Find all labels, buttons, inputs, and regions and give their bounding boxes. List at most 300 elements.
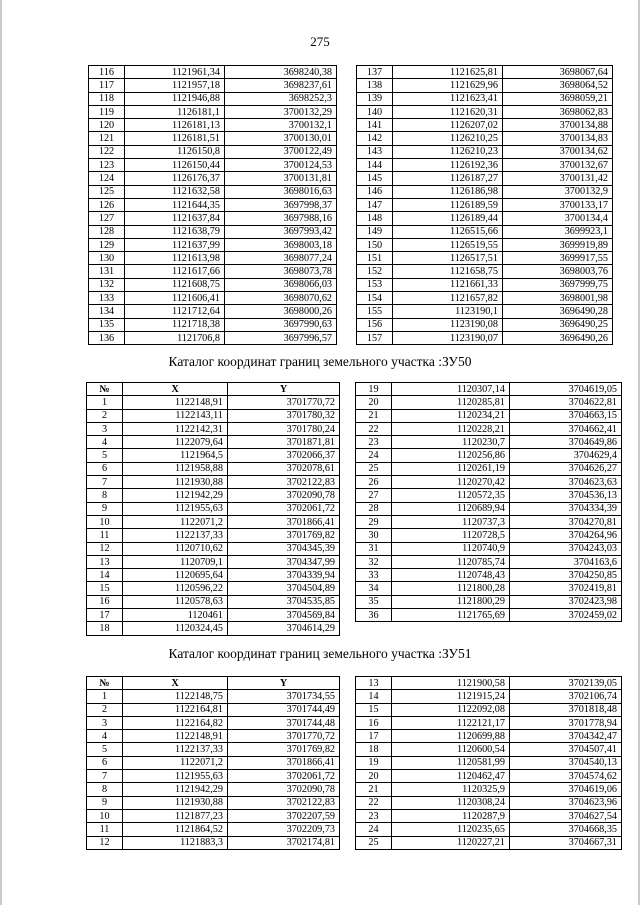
point-number: 35 [356, 595, 392, 608]
y-coordinate: 3702106,74 [510, 690, 622, 703]
table-row [89, 238, 337, 251]
x-coordinate: 1120699,88 [392, 730, 510, 743]
y-coordinate: 3704627,54 [510, 809, 622, 822]
y-coordinate: 3698073,78 [225, 265, 337, 278]
x-coordinate: 1121961,34 [125, 66, 225, 79]
x-coordinate: 1121964,5 [123, 449, 228, 462]
y-coordinate: 3704629,4 [510, 449, 622, 462]
x-coordinate: 1120578,63 [123, 595, 228, 608]
x-coordinate: 1121955,63 [123, 770, 228, 783]
point-number: 12 [87, 542, 123, 555]
y-coordinate: 3697990,63 [225, 318, 337, 331]
y-coordinate: 3698252,3 [225, 92, 337, 105]
point-number: 121 [89, 132, 125, 145]
x-coordinate: 1120596,22 [123, 582, 228, 595]
y-coordinate: 3704243,03 [510, 542, 622, 555]
table-row [356, 677, 622, 690]
y-coordinate: 3704347,99 [228, 555, 340, 568]
y-coordinate: 3704668,35 [510, 823, 622, 836]
point-number: 141 [357, 119, 393, 132]
table-row [356, 796, 622, 809]
table-row [87, 489, 340, 502]
table-row [87, 823, 340, 836]
x-coordinate: 1120689,94 [392, 502, 510, 515]
header-y: Y [228, 383, 340, 396]
point-number: 123 [89, 159, 125, 172]
table-row [357, 252, 613, 265]
y-coordinate: 3701780,24 [228, 422, 340, 435]
y-coordinate: 3700132,9 [503, 185, 613, 198]
x-coordinate: 1121629,96 [393, 79, 503, 92]
y-coordinate: 3704535,85 [228, 595, 340, 608]
y-coordinate: 3702207,59 [228, 809, 340, 822]
x-coordinate: 1122164,81 [123, 703, 228, 716]
point-number: 130 [89, 252, 125, 265]
point-number: 24 [356, 823, 392, 836]
y-coordinate: 3702419,81 [510, 582, 622, 595]
table-row [87, 770, 340, 783]
y-coordinate: 3702061,72 [228, 770, 340, 783]
page-number: 275 [310, 34, 330, 49]
table-header-row [87, 383, 340, 396]
table-row [357, 305, 613, 318]
y-coordinate: 3704270,81 [510, 515, 622, 528]
point-number: 5 [87, 449, 123, 462]
x-coordinate: 1121942,29 [123, 783, 228, 796]
point-number: 143 [357, 145, 393, 158]
x-coordinate: 1120308,24 [392, 796, 510, 809]
y-coordinate: 3700134,4 [503, 212, 613, 225]
y-coordinate: 3702122,83 [228, 476, 340, 489]
point-number: 14 [356, 690, 392, 703]
point-number: 133 [89, 292, 125, 305]
y-coordinate: 3704649,86 [510, 436, 622, 449]
point-number: 122 [89, 145, 125, 158]
point-number: 157 [357, 331, 393, 344]
y-coordinate: 3701778,94 [510, 716, 622, 729]
x-coordinate: 1122071,2 [123, 515, 228, 528]
point-number: 4 [87, 436, 123, 449]
y-coordinate: 3701770,72 [228, 730, 340, 743]
table-row [87, 609, 340, 622]
table-row [356, 502, 622, 515]
x-coordinate: 1122079,64 [123, 436, 228, 449]
catalog-caption-zu51: Каталог координат границ земельного участка :ЗУ51 [168, 646, 472, 661]
x-coordinate: 1121657,82 [393, 292, 503, 305]
table-row [89, 105, 337, 118]
x-coordinate: 1126189,44 [393, 212, 503, 225]
y-coordinate: 3700133,17 [503, 198, 613, 211]
point-number: 142 [357, 132, 393, 145]
x-coordinate: 1121706,8 [125, 331, 225, 344]
table-row [87, 396, 340, 409]
point-number: 7 [87, 770, 123, 783]
y-coordinate: 3698066,03 [225, 278, 337, 291]
table-row [87, 716, 340, 729]
table-row [356, 396, 622, 409]
point-number: 15 [356, 703, 392, 716]
point-number: 151 [357, 252, 393, 265]
table-row [356, 383, 622, 396]
y-coordinate: 3702122,83 [228, 796, 340, 809]
x-coordinate: 1126176,37 [125, 172, 225, 185]
x-coordinate: 1120234,21 [392, 409, 510, 422]
x-coordinate: 1121608,75 [125, 278, 225, 291]
table-row [357, 119, 613, 132]
point-number: 16 [87, 595, 123, 608]
x-coordinate: 1126517,51 [393, 252, 503, 265]
point-number: 11 [87, 823, 123, 836]
table-row [356, 809, 622, 822]
point-number: 30 [356, 529, 392, 542]
x-coordinate: 1121712,64 [125, 305, 225, 318]
table-row [357, 145, 613, 158]
x-coordinate: 1121877,23 [123, 809, 228, 822]
y-coordinate: 3704342,47 [510, 730, 622, 743]
x-coordinate: 1126150,8 [125, 145, 225, 158]
y-coordinate: 3701818,48 [510, 703, 622, 716]
point-number: 22 [356, 796, 392, 809]
x-coordinate: 1121765,69 [392, 609, 510, 622]
x-coordinate: 1120227,21 [392, 836, 510, 849]
point-number: 118 [89, 92, 125, 105]
point-number: 137 [357, 66, 393, 79]
table-row [357, 331, 613, 344]
point-number: 136 [89, 331, 125, 344]
x-coordinate: 1121632,58 [125, 185, 225, 198]
table-row [356, 690, 622, 703]
table-row [87, 569, 340, 582]
x-coordinate: 1122071,2 [123, 756, 228, 769]
y-coordinate: 3700122,49 [225, 145, 337, 158]
x-coordinate: 1126187,27 [393, 172, 503, 185]
table-row [357, 159, 613, 172]
table-row [356, 783, 622, 796]
y-coordinate: 3704619,06 [510, 783, 622, 796]
table-row [356, 422, 622, 435]
y-coordinate: 3696490,26 [503, 331, 613, 344]
x-coordinate: 1120710,62 [123, 542, 228, 555]
point-number: 126 [89, 198, 125, 211]
point-number: 132 [89, 278, 125, 291]
y-coordinate: 3704623,63 [510, 476, 622, 489]
x-coordinate: 1121613,98 [125, 252, 225, 265]
x-coordinate: 1121864,52 [123, 823, 228, 836]
x-coordinate: 1121625,81 [393, 66, 503, 79]
y-coordinate: 3697999,75 [503, 278, 613, 291]
table-row [357, 238, 613, 251]
table-row [89, 305, 337, 318]
x-coordinate: 1121942,29 [123, 489, 228, 502]
y-coordinate: 3700131,81 [225, 172, 337, 185]
point-number: 9 [87, 502, 123, 515]
x-coordinate: 1120572,35 [392, 489, 510, 502]
y-coordinate: 3696490,25 [503, 318, 613, 331]
y-coordinate: 3700132,29 [225, 105, 337, 118]
x-coordinate: 1126186,98 [393, 185, 503, 198]
y-coordinate: 3704614,29 [228, 622, 340, 635]
point-number: 13 [87, 555, 123, 568]
x-coordinate: 1121637,99 [125, 238, 225, 251]
point-number: 20 [356, 770, 392, 783]
x-coordinate: 1121946,88 [125, 92, 225, 105]
point-number: 6 [87, 462, 123, 475]
point-number: 139 [357, 92, 393, 105]
x-coordinate: 1122143,11 [123, 409, 228, 422]
table3-left [86, 676, 340, 850]
table-row [87, 796, 340, 809]
x-coordinate: 1122121,17 [392, 716, 510, 729]
x-coordinate: 1126515,66 [393, 225, 503, 238]
table-row [357, 265, 613, 278]
table-row [87, 529, 340, 542]
table-row [89, 318, 337, 331]
y-coordinate: 3698001,98 [503, 292, 613, 305]
table-row [87, 783, 340, 796]
x-coordinate: 1121800,28 [392, 582, 510, 595]
point-number: 146 [357, 185, 393, 198]
x-coordinate: 1120256,86 [392, 449, 510, 462]
x-coordinate: 1120461 [123, 609, 228, 622]
x-coordinate: 1123190,08 [393, 318, 503, 331]
table-row [357, 79, 613, 92]
table-row [356, 476, 622, 489]
point-number: 17 [87, 609, 123, 622]
x-coordinate: 1121958,88 [123, 462, 228, 475]
y-coordinate: 3696490,28 [503, 305, 613, 318]
x-coordinate: 1121957,18 [125, 79, 225, 92]
y-coordinate: 3702423,98 [510, 595, 622, 608]
point-number: 25 [356, 462, 392, 475]
x-coordinate: 1121637,84 [125, 212, 225, 225]
y-coordinate: 3704345,39 [228, 542, 340, 555]
table-row [87, 730, 340, 743]
point-number: 144 [357, 159, 393, 172]
x-coordinate: 1120230,7 [392, 436, 510, 449]
x-coordinate: 1126181,13 [125, 119, 225, 132]
point-number: 150 [357, 238, 393, 251]
table-row [89, 92, 337, 105]
y-coordinate: 3699917,55 [503, 252, 613, 265]
table1-right [356, 65, 613, 345]
point-number: 149 [357, 225, 393, 238]
y-coordinate: 3704619,05 [510, 383, 622, 396]
y-coordinate: 3704569,84 [228, 609, 340, 622]
table-row [89, 119, 337, 132]
y-coordinate: 3698077,24 [225, 252, 337, 265]
table-row [357, 66, 613, 79]
point-number: 120 [89, 119, 125, 132]
x-coordinate: 1120285,81 [392, 396, 510, 409]
point-number: 9 [87, 796, 123, 809]
y-coordinate: 3702090,78 [228, 783, 340, 796]
table-row [87, 422, 340, 435]
table-row [87, 809, 340, 822]
y-coordinate: 3700124,53 [225, 159, 337, 172]
x-coordinate: 1120325,9 [392, 783, 510, 796]
header-x: X [123, 383, 228, 396]
table-row [89, 265, 337, 278]
table-row [89, 132, 337, 145]
x-coordinate: 1121930,88 [123, 796, 228, 809]
point-number: 129 [89, 238, 125, 251]
table-row [87, 476, 340, 489]
table-row [87, 582, 340, 595]
y-coordinate: 3700132,67 [503, 159, 613, 172]
x-coordinate: 1126210,23 [393, 145, 503, 158]
x-coordinate: 1122148,75 [123, 690, 228, 703]
y-coordinate: 3704574,62 [510, 770, 622, 783]
x-coordinate: 1120235,65 [392, 823, 510, 836]
table-row [357, 172, 613, 185]
table-row [356, 409, 622, 422]
table-header-row [87, 677, 340, 690]
table2-right [355, 382, 622, 622]
y-coordinate: 3704163,6 [510, 555, 622, 568]
x-coordinate: 1120748,43 [392, 569, 510, 582]
x-coordinate: 1120581,99 [392, 756, 510, 769]
x-coordinate: 1123190,07 [393, 331, 503, 344]
x-coordinate: 1126181,1 [125, 105, 225, 118]
y-coordinate: 3704626,27 [510, 462, 622, 475]
table-row [356, 823, 622, 836]
point-number: 29 [356, 515, 392, 528]
table-row [89, 185, 337, 198]
table-row [356, 489, 622, 502]
y-coordinate: 3698067,64 [503, 66, 613, 79]
point-number: 18 [356, 743, 392, 756]
x-coordinate: 1122137,33 [123, 743, 228, 756]
x-coordinate: 1121900,58 [392, 677, 510, 690]
x-coordinate: 1120287,9 [392, 809, 510, 822]
point-number: 8 [87, 783, 123, 796]
point-number: 18 [87, 622, 123, 635]
point-number: 25 [356, 836, 392, 849]
y-coordinate: 3704662,41 [510, 422, 622, 435]
table-row [357, 105, 613, 118]
header-x: X [123, 677, 228, 690]
y-coordinate: 3698059,21 [503, 92, 613, 105]
point-number: 21 [356, 783, 392, 796]
y-coordinate: 3704250,85 [510, 569, 622, 582]
y-coordinate: 3701866,41 [228, 515, 340, 528]
table-row [87, 515, 340, 528]
point-number: 1 [87, 396, 123, 409]
table-row [356, 716, 622, 729]
x-coordinate: 1121617,66 [125, 265, 225, 278]
y-coordinate: 3701769,82 [228, 743, 340, 756]
x-coordinate: 1120261,19 [392, 462, 510, 475]
x-coordinate: 1121620,31 [393, 105, 503, 118]
x-coordinate: 1121800,29 [392, 595, 510, 608]
y-coordinate: 3704504,89 [228, 582, 340, 595]
table-row [356, 462, 622, 475]
point-number: 16 [356, 716, 392, 729]
point-number: 148 [357, 212, 393, 225]
y-coordinate: 3702090,78 [228, 489, 340, 502]
point-number: 8 [87, 489, 123, 502]
table-row [356, 703, 622, 716]
y-coordinate: 3701866,41 [228, 756, 340, 769]
x-coordinate: 1122148,91 [123, 730, 228, 743]
table-row [356, 542, 622, 555]
y-coordinate: 3704663,15 [510, 409, 622, 422]
x-coordinate: 1121658,75 [393, 265, 503, 278]
table-row [89, 252, 337, 265]
x-coordinate: 1121606,41 [125, 292, 225, 305]
point-number: 19 [356, 383, 392, 396]
point-number: 36 [356, 609, 392, 622]
y-coordinate: 3700131,42 [503, 172, 613, 185]
y-coordinate: 3702459,02 [510, 609, 622, 622]
point-number: 4 [87, 730, 123, 743]
point-number: 5 [87, 743, 123, 756]
point-number: 10 [87, 809, 123, 822]
table-row [87, 690, 340, 703]
y-coordinate: 3701769,82 [228, 529, 340, 542]
x-coordinate: 1121638,79 [125, 225, 225, 238]
y-coordinate: 3697998,37 [225, 198, 337, 211]
y-coordinate: 3701744,49 [228, 703, 340, 716]
table-row [356, 569, 622, 582]
point-number: 23 [356, 809, 392, 822]
x-coordinate: 1120709,1 [123, 555, 228, 568]
point-number: 145 [357, 172, 393, 185]
y-coordinate: 3704264,96 [510, 529, 622, 542]
x-coordinate: 1120737,3 [392, 515, 510, 528]
y-coordinate: 3699923,1 [503, 225, 613, 238]
point-number: 17 [356, 730, 392, 743]
table-row [87, 836, 340, 849]
table-row [356, 582, 622, 595]
point-number: 34 [356, 582, 392, 595]
table-row [87, 449, 340, 462]
table-row [87, 555, 340, 568]
table-row [356, 836, 622, 849]
table-row [89, 278, 337, 291]
y-coordinate: 3700134,88 [503, 119, 613, 132]
table-row [357, 318, 613, 331]
point-number: 131 [89, 265, 125, 278]
y-coordinate: 3699919,89 [503, 238, 613, 251]
point-number: 32 [356, 555, 392, 568]
table-row [356, 609, 622, 622]
x-coordinate: 1121915,24 [392, 690, 510, 703]
y-coordinate: 3698003,76 [503, 265, 613, 278]
table-row [357, 225, 613, 238]
point-number: 140 [357, 105, 393, 118]
table3-right [355, 676, 622, 850]
x-coordinate: 1122092,08 [392, 703, 510, 716]
x-coordinate: 1126207,02 [393, 119, 503, 132]
point-number: 3 [87, 422, 123, 435]
y-coordinate: 3698016,63 [225, 185, 337, 198]
table-row [87, 743, 340, 756]
table-row [89, 145, 337, 158]
y-coordinate: 3701744,48 [228, 716, 340, 729]
point-number: 19 [356, 756, 392, 769]
table-row [87, 542, 340, 555]
point-number: 10 [87, 515, 123, 528]
x-coordinate: 1120740,9 [392, 542, 510, 555]
left-page-edge [0, 0, 2, 905]
point-number: 124 [89, 172, 125, 185]
table-row [356, 515, 622, 528]
x-coordinate: 1121930,88 [123, 476, 228, 489]
header-y: Y [228, 677, 340, 690]
table-row [87, 409, 340, 422]
point-number: 135 [89, 318, 125, 331]
